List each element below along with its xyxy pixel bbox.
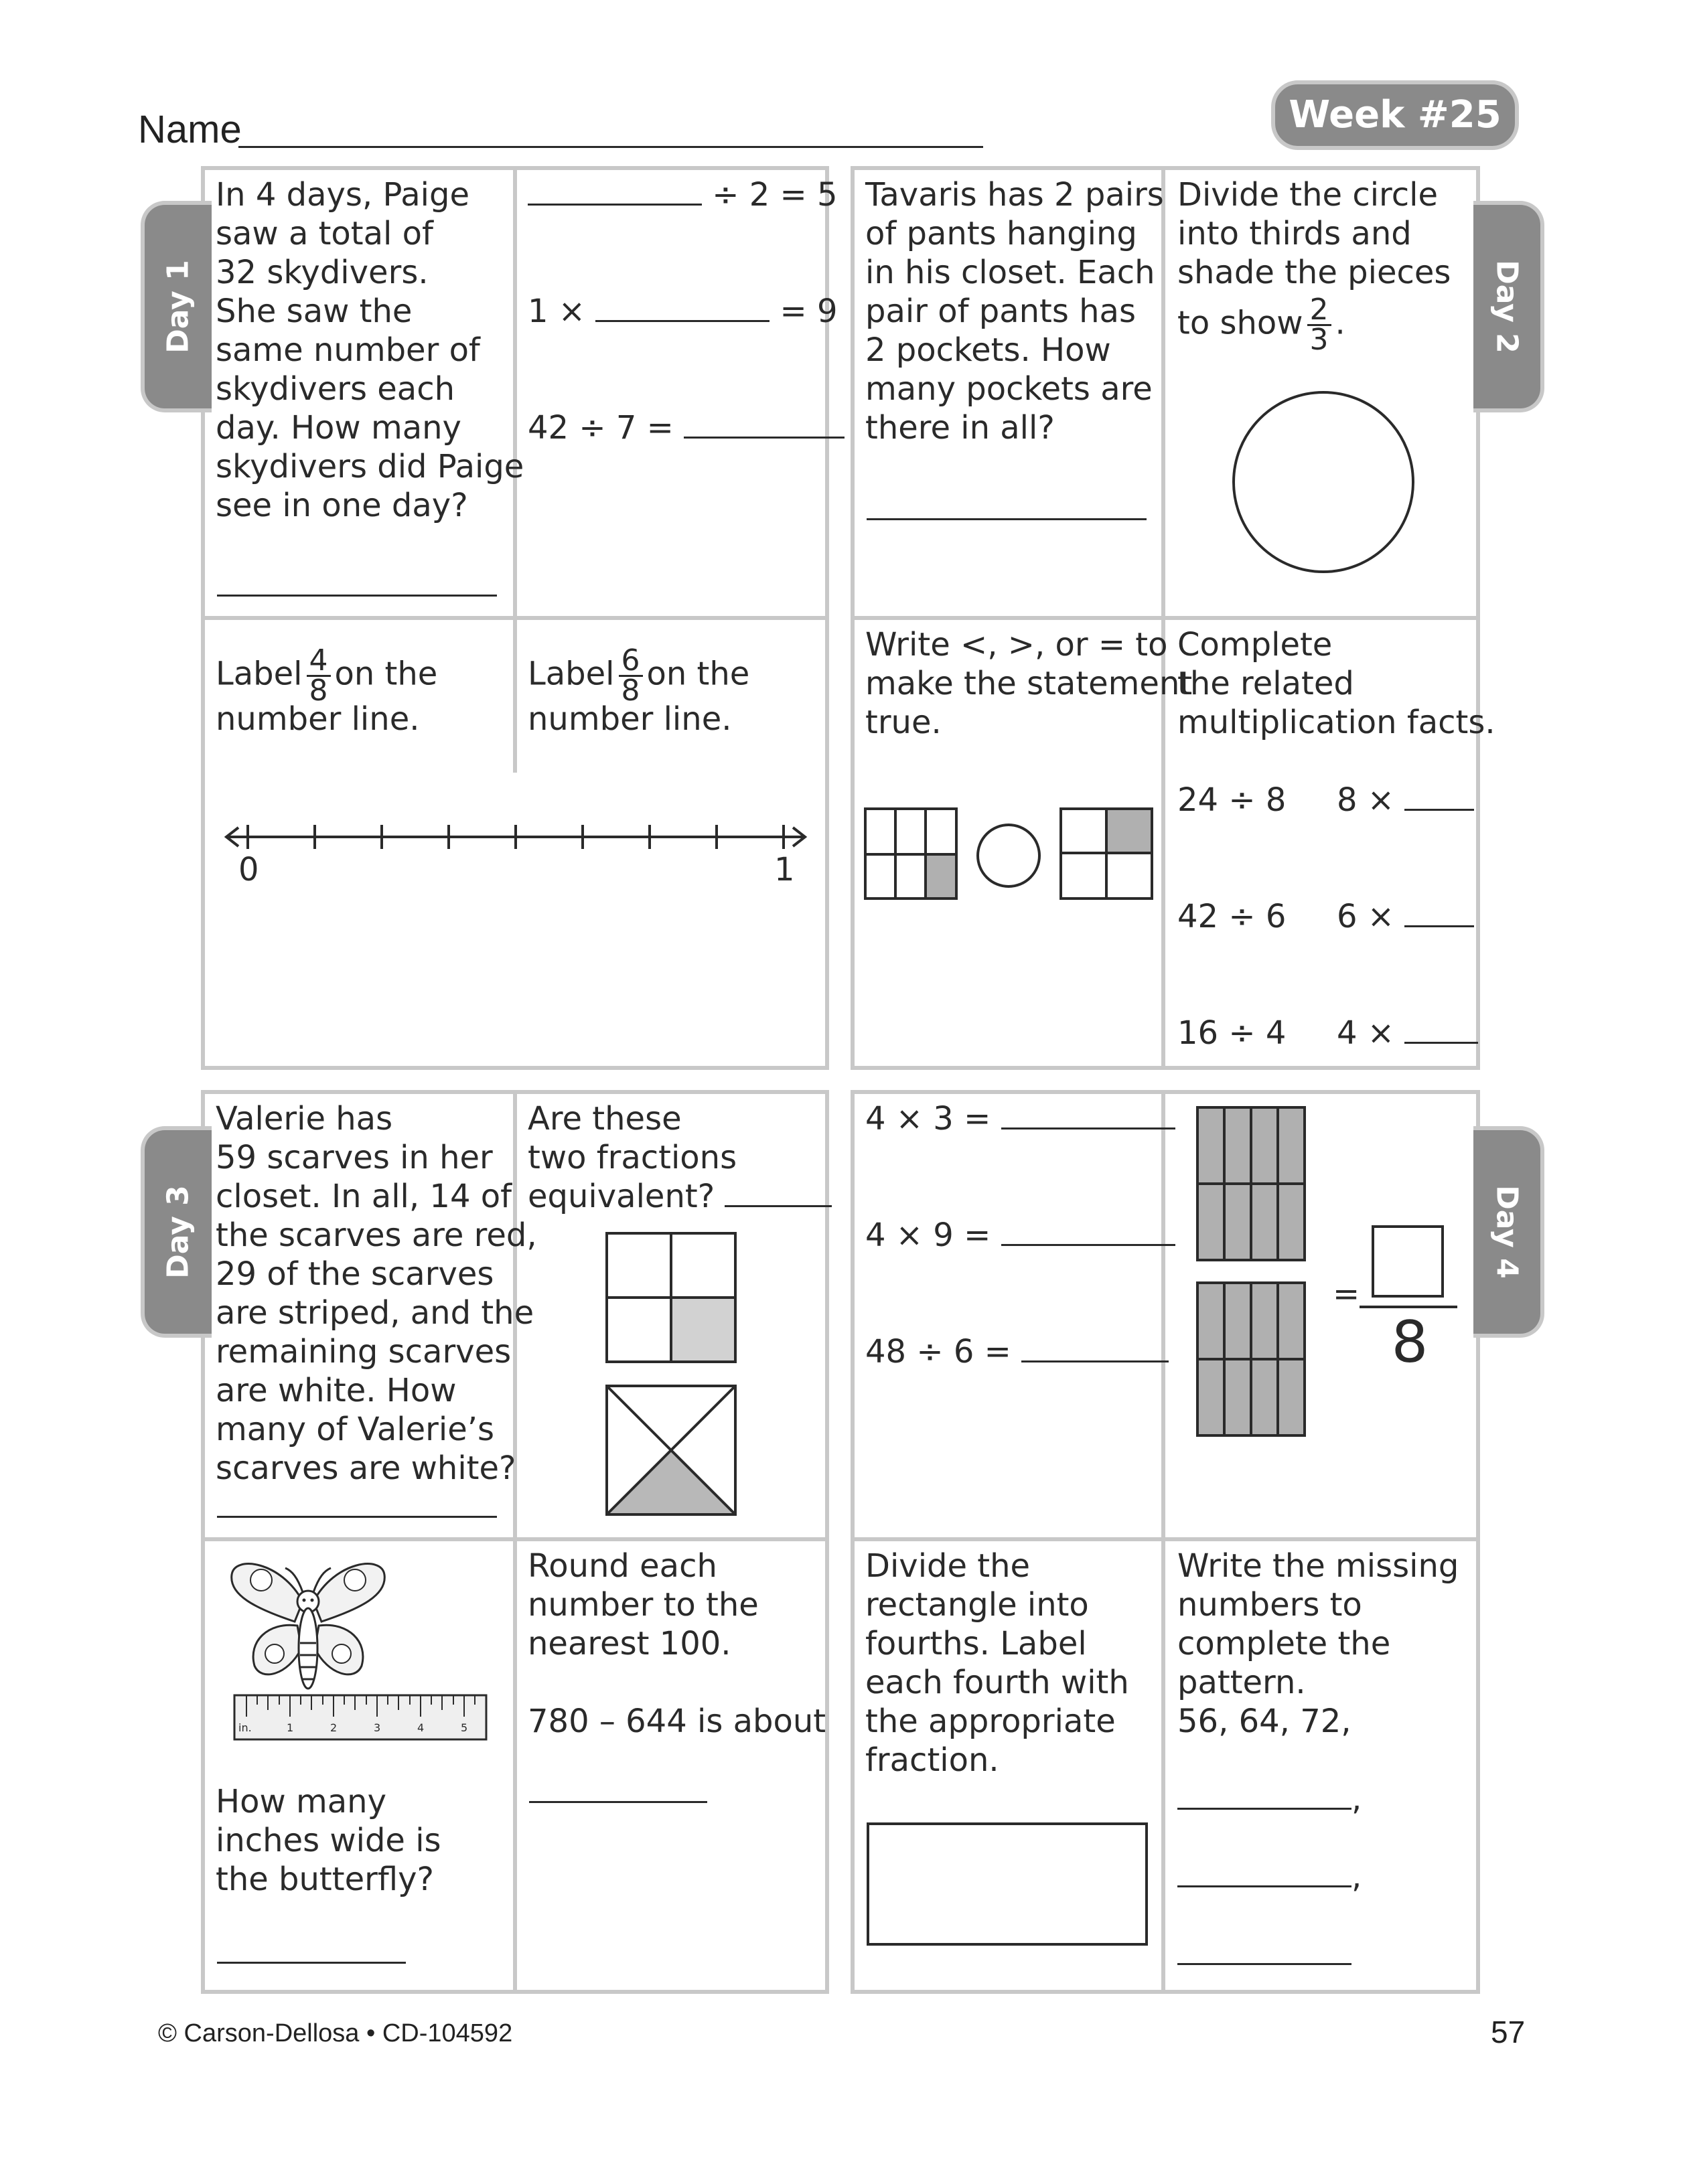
fraction-compare-left bbox=[864, 807, 958, 901]
answer-blank[interactable] bbox=[1001, 1217, 1175, 1246]
text-line: fraction. bbox=[865, 1741, 999, 1779]
day4-q1-line3 bbox=[865, 1332, 1169, 1371]
day2-tab-label: Day 2 bbox=[1489, 260, 1524, 354]
pattern-text: 56, 64, 72, bbox=[1177, 1703, 1351, 1740]
numerator: 4 bbox=[307, 647, 331, 677]
fact-mul-label: 4 × bbox=[1337, 1014, 1395, 1052]
day1-q4 bbox=[528, 643, 750, 738]
day1-q2-line2-a: 1 × bbox=[528, 293, 586, 330]
day1-q3-label: Label bbox=[216, 655, 303, 693]
butterfly-icon bbox=[228, 1548, 388, 1709]
day1-q3 bbox=[216, 643, 438, 738]
answer-blank[interactable] bbox=[1404, 899, 1474, 927]
answer-blank[interactable] bbox=[684, 410, 845, 439]
text-line: see in one day? bbox=[216, 487, 468, 524]
numerator: 6 bbox=[619, 647, 643, 677]
fraction bbox=[619, 643, 643, 708]
text-line: the butterfly? bbox=[216, 1861, 434, 1898]
equivalent-label: equivalent? bbox=[528, 1178, 715, 1215]
circle-to-divide[interactable] bbox=[1230, 388, 1417, 576]
day1-tab bbox=[141, 201, 212, 412]
day3-q1-answer-line[interactable] bbox=[217, 1516, 497, 1518]
ruler-label: 4 bbox=[417, 1721, 425, 1734]
day4-hdiv bbox=[855, 1537, 1476, 1541]
number-line-start: 0 bbox=[238, 851, 259, 888]
text-line: true. bbox=[865, 704, 942, 741]
text-line: Write <, >, or = to bbox=[865, 626, 1168, 664]
day3-q3-answer-line[interactable] bbox=[217, 1962, 406, 1964]
fraction bbox=[1307, 293, 1331, 357]
answer-blank[interactable] bbox=[1021, 1334, 1169, 1362]
text-line: nearest 100. bbox=[528, 1625, 731, 1662]
text-line: In 4 days, Paige bbox=[216, 176, 469, 214]
day1-q1-text bbox=[216, 175, 524, 525]
day1-q2-line1 bbox=[528, 175, 838, 214]
text-line bbox=[1177, 293, 1451, 357]
rectangle-to-divide[interactable] bbox=[867, 1822, 1148, 1946]
pattern-blank-1 bbox=[1177, 1780, 1362, 1818]
numerator-box[interactable] bbox=[1372, 1225, 1444, 1298]
week-badge: Week #25 bbox=[1271, 80, 1519, 150]
expr: 4 × 9 = bbox=[865, 1217, 991, 1254]
day2-q3-text bbox=[865, 625, 1192, 742]
text-line: Divide the circle bbox=[1177, 176, 1438, 214]
ruler bbox=[233, 1694, 488, 1741]
text-line: many of Valerie’s bbox=[216, 1411, 495, 1448]
text-line: 32 skydivers. bbox=[216, 254, 429, 291]
equivalent-square-diagonal bbox=[605, 1385, 737, 1516]
text-line: Write the missing bbox=[1177, 1547, 1459, 1585]
day3-tab bbox=[141, 1126, 212, 1338]
fact-div-3: 16 ÷ 4 bbox=[1177, 1014, 1287, 1052]
comma: , bbox=[1351, 1780, 1362, 1818]
day2-q1-answer-line[interactable] bbox=[867, 518, 1147, 520]
answer-blank[interactable] bbox=[1177, 1781, 1351, 1810]
text-line: 2 pockets. How bbox=[865, 331, 1111, 369]
fact-mul-2 bbox=[1337, 897, 1474, 936]
pattern-blank-2 bbox=[1177, 1857, 1362, 1896]
answer-blank[interactable] bbox=[595, 293, 770, 322]
text-line: 29 of the scarves bbox=[216, 1255, 494, 1293]
text-line: 59 scarves in her bbox=[216, 1139, 493, 1176]
fact-mul-3 bbox=[1337, 1014, 1478, 1052]
name-label: Name bbox=[138, 108, 242, 151]
number-line[interactable] bbox=[221, 817, 810, 857]
text-line: scarves are white? bbox=[216, 1450, 516, 1487]
day4-q1-line1 bbox=[865, 1099, 1175, 1138]
text-line: the scarves are red, bbox=[216, 1217, 537, 1254]
to-show-label: to show bbox=[1177, 304, 1303, 342]
fraction-bar-model-bottom bbox=[1196, 1281, 1306, 1437]
text-line: day. How many bbox=[216, 409, 461, 447]
day1-vdiv-bottom bbox=[513, 619, 517, 773]
text-line: shade the pieces bbox=[1177, 254, 1451, 291]
number-line-end: 1 bbox=[774, 851, 795, 888]
day1-q2-line2 bbox=[528, 292, 838, 331]
text-line: Valerie has bbox=[216, 1100, 393, 1138]
answer-blank[interactable] bbox=[725, 1178, 832, 1207]
day4-tab bbox=[1473, 1126, 1544, 1338]
text-line: of pants hanging bbox=[865, 215, 1137, 252]
numerator: 2 bbox=[1307, 296, 1331, 326]
answer-blank[interactable] bbox=[1001, 1101, 1175, 1129]
text-line: pattern. bbox=[1177, 1664, 1306, 1701]
text-line: many pockets are bbox=[865, 370, 1153, 408]
page-number: 57 bbox=[1491, 2015, 1526, 2049]
denominator: 8 bbox=[309, 674, 328, 708]
denominator: 3 bbox=[1309, 323, 1329, 357]
text-line: Round each bbox=[528, 1547, 717, 1585]
text-line: skydivers did Paige bbox=[216, 448, 524, 485]
fraction bbox=[307, 643, 331, 708]
day1-q4-label: Label bbox=[528, 655, 615, 693]
text-line: pair of pants has bbox=[865, 293, 1136, 330]
day3-q1-text bbox=[216, 1099, 537, 1488]
day3-q4-expr: 780 – 644 is about bbox=[528, 1703, 826, 1740]
day3-q3-text bbox=[216, 1782, 441, 1899]
denominator: 8 bbox=[621, 674, 640, 708]
day1-tab-label: Day 1 bbox=[161, 260, 196, 354]
expr: 4 × 3 = bbox=[865, 1100, 991, 1138]
day1-q4-rest: on the bbox=[646, 655, 750, 693]
day3-tab-label: Day 3 bbox=[161, 1185, 196, 1279]
day3-q2-text bbox=[528, 1099, 832, 1216]
day2-q2-text bbox=[1177, 175, 1451, 357]
text-line: two fractions bbox=[528, 1139, 737, 1176]
text-line: Divide the bbox=[865, 1547, 1031, 1585]
day2-tab bbox=[1473, 201, 1544, 412]
day3-hdiv bbox=[205, 1537, 825, 1541]
answer-blank[interactable] bbox=[1404, 1015, 1478, 1044]
text-line: each fourth with bbox=[865, 1664, 1129, 1701]
day1-q3-rest: on the bbox=[334, 655, 438, 693]
text-line: into thirds and bbox=[1177, 215, 1412, 252]
period: . bbox=[1335, 304, 1345, 342]
day3-q4-answer-line[interactable] bbox=[529, 1801, 707, 1803]
day4-q3-text bbox=[865, 1547, 1129, 1780]
denominator-8: 8 bbox=[1391, 1309, 1429, 1376]
text-line bbox=[528, 1177, 832, 1216]
text-line: Are these bbox=[528, 1100, 682, 1138]
text-line: the related bbox=[1177, 665, 1354, 702]
pattern-blank-3 bbox=[1177, 1935, 1351, 1974]
text-line: same number of bbox=[216, 331, 480, 369]
text-line: saw a total of bbox=[216, 215, 433, 252]
text-line: closet. In all, 14 of bbox=[216, 1178, 512, 1215]
copyright: © Carson-Dellosa • CD-104592 bbox=[158, 2019, 513, 2047]
day4-q1-line2 bbox=[865, 1216, 1175, 1255]
text-line: there in all? bbox=[865, 409, 1055, 447]
day2-q1-text bbox=[865, 175, 1164, 447]
fact-div-1: 24 ÷ 8 bbox=[1177, 781, 1287, 819]
text-line: make the statement bbox=[865, 665, 1193, 702]
day1-hdiv bbox=[205, 616, 825, 620]
day1-q2-line1-text: ÷ 2 = 5 bbox=[712, 176, 838, 214]
day4-equals: = bbox=[1333, 1275, 1360, 1313]
fraction-compare-right bbox=[1059, 807, 1153, 901]
day2-q4-text bbox=[1177, 625, 1495, 742]
text-line: in his closet. Each bbox=[865, 254, 1155, 291]
answer-blank[interactable] bbox=[1177, 1936, 1351, 1965]
text-line: Complete bbox=[1177, 626, 1333, 664]
answer-blank[interactable] bbox=[1177, 1859, 1351, 1887]
ruler-label: 5 bbox=[461, 1721, 468, 1734]
text-line: How many bbox=[216, 1783, 386, 1820]
equivalent-square-grid bbox=[605, 1232, 737, 1363]
fact-mul-1 bbox=[1337, 781, 1474, 820]
text-line: are striped, and the bbox=[216, 1294, 534, 1332]
text-line: rectangle into bbox=[865, 1586, 1089, 1624]
text-line: numbers to bbox=[1177, 1586, 1362, 1624]
day1-q2-line3 bbox=[528, 408, 845, 447]
answer-blank[interactable] bbox=[1404, 782, 1474, 811]
ruler-label: 3 bbox=[374, 1721, 381, 1734]
day1-q1-answer-line[interactable] bbox=[217, 595, 497, 597]
answer-blank[interactable] bbox=[528, 177, 702, 206]
fraction-bar-model-top bbox=[1196, 1106, 1306, 1261]
comma: , bbox=[1351, 1858, 1362, 1895]
ruler-label: 1 bbox=[287, 1721, 294, 1734]
text-line: multiplication facts. bbox=[1177, 704, 1495, 741]
text-line: remaining scarves bbox=[216, 1333, 512, 1371]
text-line: fourths. Label bbox=[865, 1625, 1087, 1662]
text-line: are white. How bbox=[216, 1372, 457, 1409]
text-line: number to the bbox=[528, 1586, 759, 1624]
day3-q4-text bbox=[528, 1547, 759, 1663]
text-line: the appropriate bbox=[865, 1703, 1116, 1740]
compare-circle[interactable] bbox=[975, 822, 1042, 889]
day4-tab-label: Day 4 bbox=[1489, 1185, 1524, 1279]
ruler-label: 2 bbox=[330, 1721, 338, 1734]
expr: 48 ÷ 6 = bbox=[865, 1333, 1011, 1371]
ruler-label: in. bbox=[238, 1721, 252, 1734]
text-line: Tavaris has 2 pairs bbox=[865, 176, 1164, 214]
text-line: inches wide is bbox=[216, 1822, 441, 1859]
name-line[interactable] bbox=[238, 146, 983, 148]
day1-q3-line2: number line. bbox=[216, 700, 420, 738]
day4-q4-text bbox=[1177, 1547, 1459, 1741]
text-line: complete the bbox=[1177, 1625, 1391, 1662]
day1-q2-line3-text: 42 ÷ 7 = bbox=[528, 409, 674, 447]
fact-mul-label: 8 × bbox=[1337, 781, 1395, 819]
day2-hdiv bbox=[855, 616, 1476, 620]
text-line: skydivers each bbox=[216, 370, 455, 408]
fact-mul-label: 6 × bbox=[1337, 898, 1395, 935]
day1-q4-line2: number line. bbox=[528, 700, 732, 738]
day1-q2-line2-b: = 9 bbox=[780, 293, 838, 330]
text-line: She saw the bbox=[216, 293, 413, 330]
fact-div-2: 42 ÷ 6 bbox=[1177, 898, 1287, 935]
